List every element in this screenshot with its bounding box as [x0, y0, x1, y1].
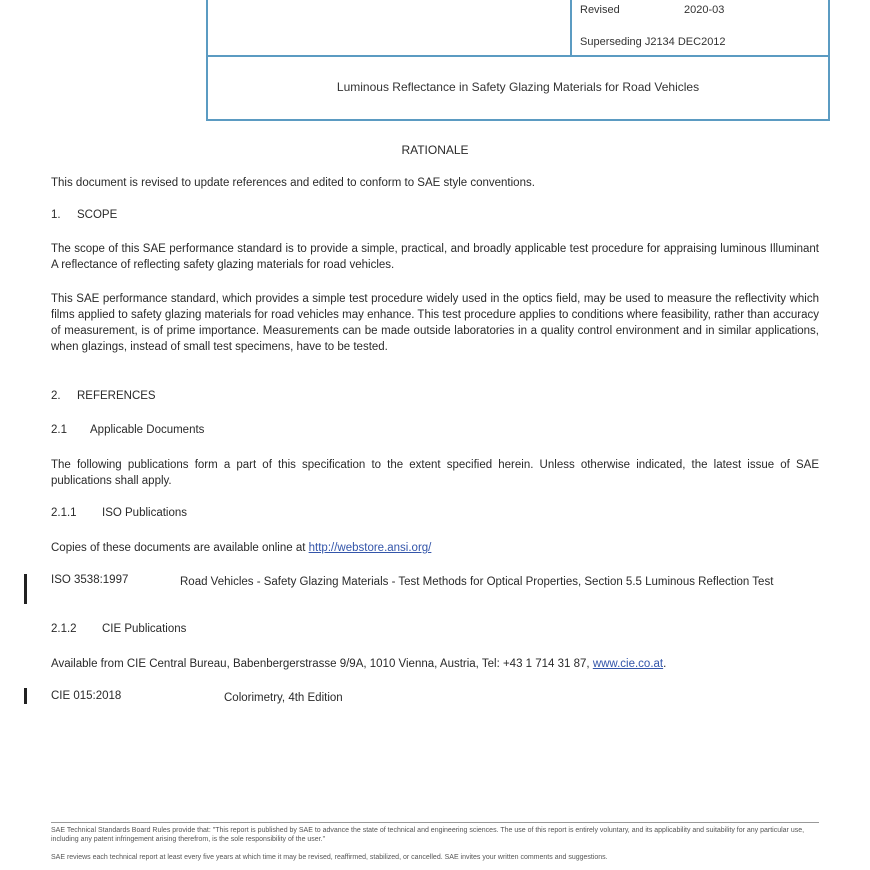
- footer-rules-text: SAE Technical Standards Board Rules provide that: "This report is published by SAE to advance the state of technical and engineering sciences. The use of this report is entirely voluntary, and its applicability and suitability for any particular use, including any patent infringement arising therefrom, is the sole responsibility of the user.": [51, 827, 805, 843]
- scope-paragraph-1: The scope of this SAE performance standard is to provide a simple, practical, and broadly applicable test procedure for appraising luminous Illuminant A reflectance of reflecting safety glazing materials for road vehicles.: [51, 243, 819, 271]
- header-divider-horizontal: [206, 55, 830, 57]
- superseding-note: Superseding J2134 DEC2012: [580, 36, 726, 48]
- section-2-1-1-heading: [51, 507, 187, 519]
- applicable-documents-text: The following publications form a part of this specification to the extent specified herein. Unless otherwise indicated, the latest issue of SAE publications shall apply.: [51, 459, 819, 487]
- section-number: 2.: [51, 390, 61, 402]
- iso-availability-label: Copies of these documents are available online at: [51, 542, 309, 554]
- footer-review-text: SAE reviews each technical report at least every five years at which time it may be revised, reaffirmed, stabilized, or cancelled. SAE invites your written comments and suggestions.: [51, 854, 608, 861]
- scope-paragraph-2: This SAE performance standard, which provides a simple test procedure widely used in the optics field, may be used to measure the reflectivity which films applied to safety glazing materials for road vehicles may enhance. This test procedure applies to conditions where feasibility, rather than accuracy of measurement, is of prime importance. Measurements can be made outside laboratories in a quality control environment and in similar applications, when glazings, instead of small test specimens, have to be tested.: [51, 293, 819, 353]
- footer-divider: [51, 822, 819, 823]
- reference-description-text: Road Vehicles - Safety Glazing Materials - Test Methods for Optical Properties, Section 5.5 Luminous Reflection Test: [180, 576, 774, 588]
- iso-availability-text: [51, 540, 819, 556]
- revised-date: 2020-03: [684, 4, 725, 16]
- section-1-heading: [51, 209, 117, 221]
- change-bar: [24, 574, 27, 604]
- section-number: 1.: [51, 209, 61, 221]
- section-title: REFERENCES: [77, 390, 156, 402]
- reference-code: ISO 3538:1997: [51, 574, 129, 586]
- reference-code: CIE 015:2018: [51, 690, 122, 702]
- section-number: 2.1.2: [51, 623, 77, 635]
- cie-availability-period: .: [663, 658, 667, 670]
- section-title: ISO Publications: [102, 507, 188, 519]
- section-title: SCOPE: [77, 209, 118, 221]
- cie-availability-text: [51, 656, 819, 672]
- ansi-webstore-link[interactable]: http://webstore.ansi.org/: [308, 542, 432, 554]
- revised-label: Revised: [580, 4, 620, 16]
- change-bar: [24, 688, 27, 704]
- section-number: 2.1: [51, 424, 67, 436]
- section-title: Applicable Documents: [90, 424, 205, 436]
- header-divider-vertical: [570, 0, 572, 56]
- rationale-text: This document is revised to update references and edited to conform to SAE style conventions.: [51, 177, 535, 189]
- header-box: [206, 0, 830, 121]
- cie-availability-label: Available from CIE Central Bureau, Babenbergerstrasse 9/9A, 1010 Vienna, Austria, Tel: +43 1 714 31 87,: [51, 658, 593, 670]
- reference-description: Colorimetry, 4th Edition: [224, 692, 343, 704]
- cie-website-link[interactable]: www.cie.co.at: [592, 658, 664, 670]
- section-number: 2.1.1: [51, 507, 77, 519]
- section-2-1-heading: [51, 424, 204, 436]
- section-title: CIE Publications: [102, 623, 187, 635]
- section-2-heading: [51, 390, 156, 402]
- reference-description: [180, 574, 819, 590]
- document-title: Luminous Reflectance in Safety Glazing Materials for Road Vehicles: [336, 80, 700, 94]
- section-2-1-2-heading: [51, 623, 186, 635]
- rationale-heading: RATIONALE: [401, 143, 469, 157]
